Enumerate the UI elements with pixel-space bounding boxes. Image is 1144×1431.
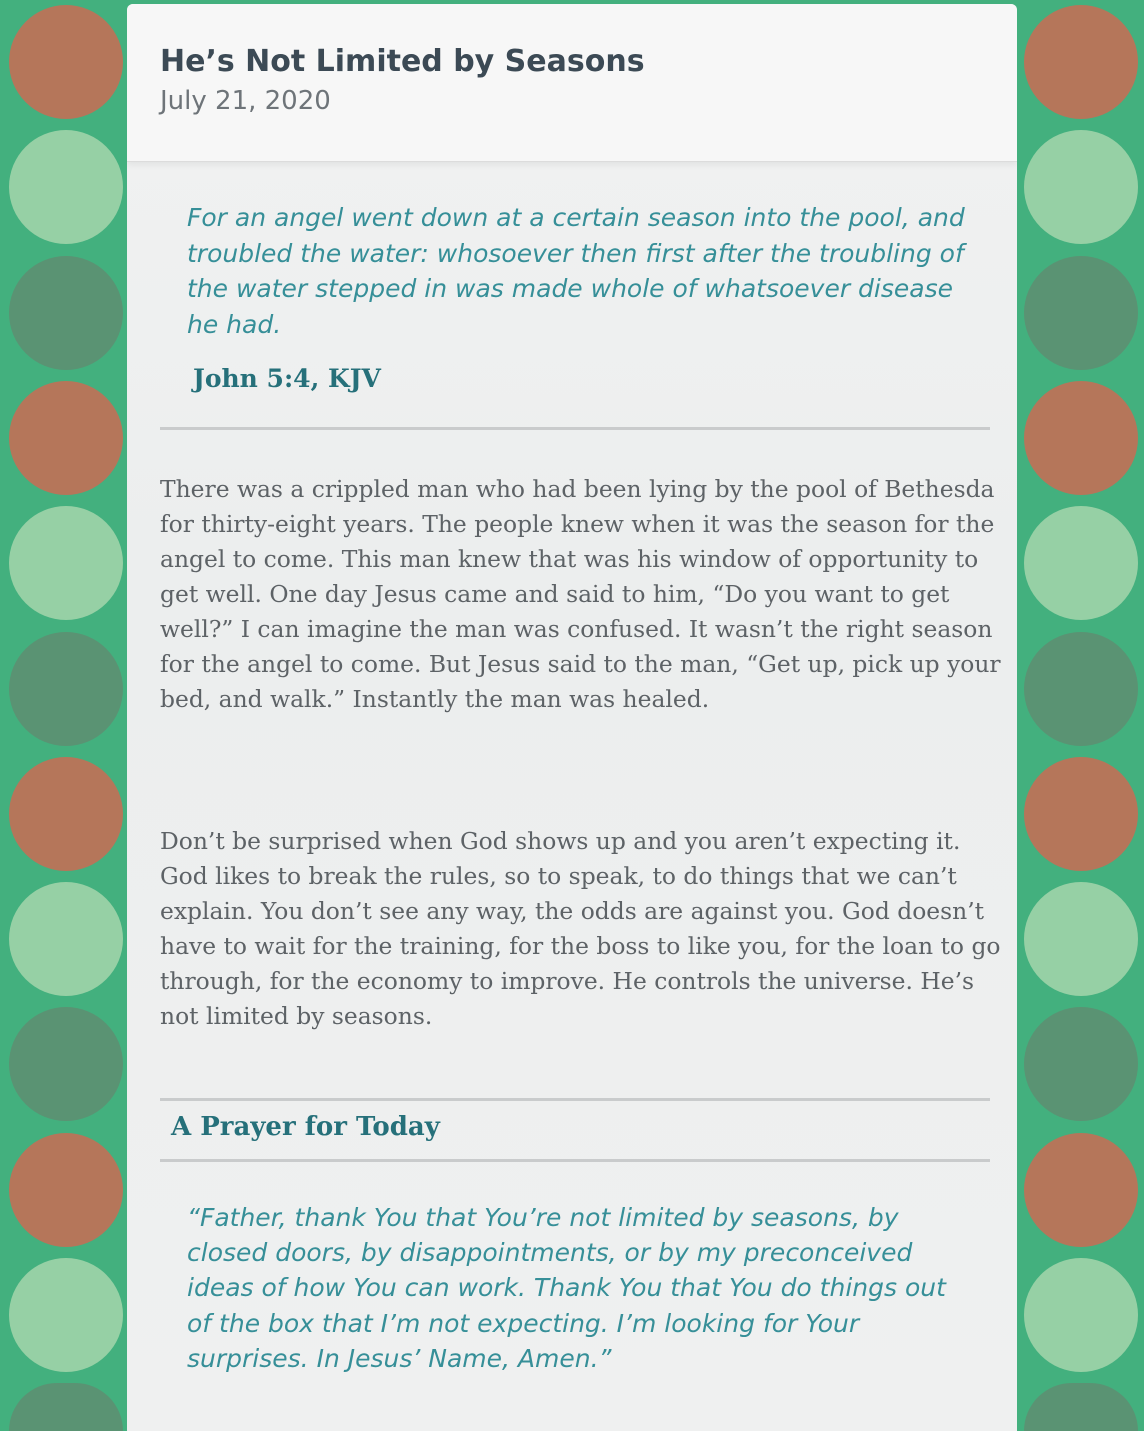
decorative-dot bbox=[1024, 130, 1138, 244]
devotional-paragraph: Don’t be surprised when God shows up and you aren’t expecting it. God likes to break the rules, so to speak, to do things that we can’t explain. You don’t see any way, the odds are against you. God doesn’t have to wait for the training, for the boss to like you, for the loan to go through, for the economy to improve. He controls the universe. He’s not limited by seasons. bbox=[160, 827, 1001, 1030]
decorative-dot bbox=[9, 5, 123, 119]
decorative-dot bbox=[9, 506, 123, 620]
devotional-date: July 21, 2020 bbox=[160, 86, 331, 116]
prayer-text: “Father, thank You that You’re not limited by seasons, by closed doors, by disappointments, or by my preconceived ideas of how You can work. Thank You that You do things out of the box that I’m not expecting. I’m looking for Your surprises. In Jesus’ Name, Amen.” bbox=[187, 1203, 946, 1373]
decorative-dot bbox=[9, 1133, 123, 1247]
prayer-heading: A Prayer for Today bbox=[171, 1112, 440, 1142]
decorative-dot bbox=[9, 381, 123, 495]
decorative-dot bbox=[1024, 381, 1138, 495]
scripture-reference: John 5:4, KJV bbox=[193, 364, 381, 393]
devotional-title: He’s Not Limited by Seasons bbox=[160, 44, 645, 79]
decorative-dot bbox=[1024, 1383, 1138, 1431]
decorative-dot bbox=[1024, 632, 1138, 746]
decorative-dot bbox=[1024, 757, 1138, 871]
divider bbox=[160, 427, 990, 430]
scripture-verse: For an angel went down at a certain season into the pool, and troubled the water: whosoever then first after the troubling of the water stepped in was made whole of whatsoever disease he had. bbox=[187, 203, 965, 339]
decorative-dot-column-right bbox=[1024, 0, 1138, 1431]
decorative-dot-column-left bbox=[9, 0, 123, 1431]
decorative-dot bbox=[9, 130, 123, 244]
decorative-dot bbox=[1024, 1258, 1138, 1372]
divider bbox=[160, 1098, 990, 1101]
devotional-paragraph: There was a crippled man who had been lying by the pool of Bethesda for thirty-eight years. The people knew when it was the season for the angel to come. This man knew that was his window of opportunity to get well. One day Jesus came and said to him, “Do you want to get well?” I can imagine the man was confused. It wasn’t the right season for the angel to come. But Jesus said to the man, “Get up, pick up your bed, and walk.” Instantly the man was healed. bbox=[160, 475, 1001, 713]
decorative-dot bbox=[1024, 506, 1138, 620]
decorative-dot bbox=[9, 757, 123, 871]
decorative-dot bbox=[1024, 1133, 1138, 1247]
devotional-card bbox=[127, 4, 1017, 1431]
decorative-dot bbox=[1024, 1007, 1138, 1121]
decorative-dot bbox=[1024, 882, 1138, 996]
decorative-dot bbox=[9, 632, 123, 746]
decorative-dot bbox=[1024, 5, 1138, 119]
decorative-dot bbox=[9, 256, 123, 370]
decorative-dot bbox=[9, 1007, 123, 1121]
devotional-header bbox=[127, 4, 1017, 162]
decorative-dot bbox=[1024, 256, 1138, 370]
decorative-dot bbox=[9, 1383, 123, 1431]
divider bbox=[160, 1159, 990, 1162]
decorative-dot bbox=[9, 1258, 123, 1372]
decorative-dot bbox=[9, 882, 123, 996]
